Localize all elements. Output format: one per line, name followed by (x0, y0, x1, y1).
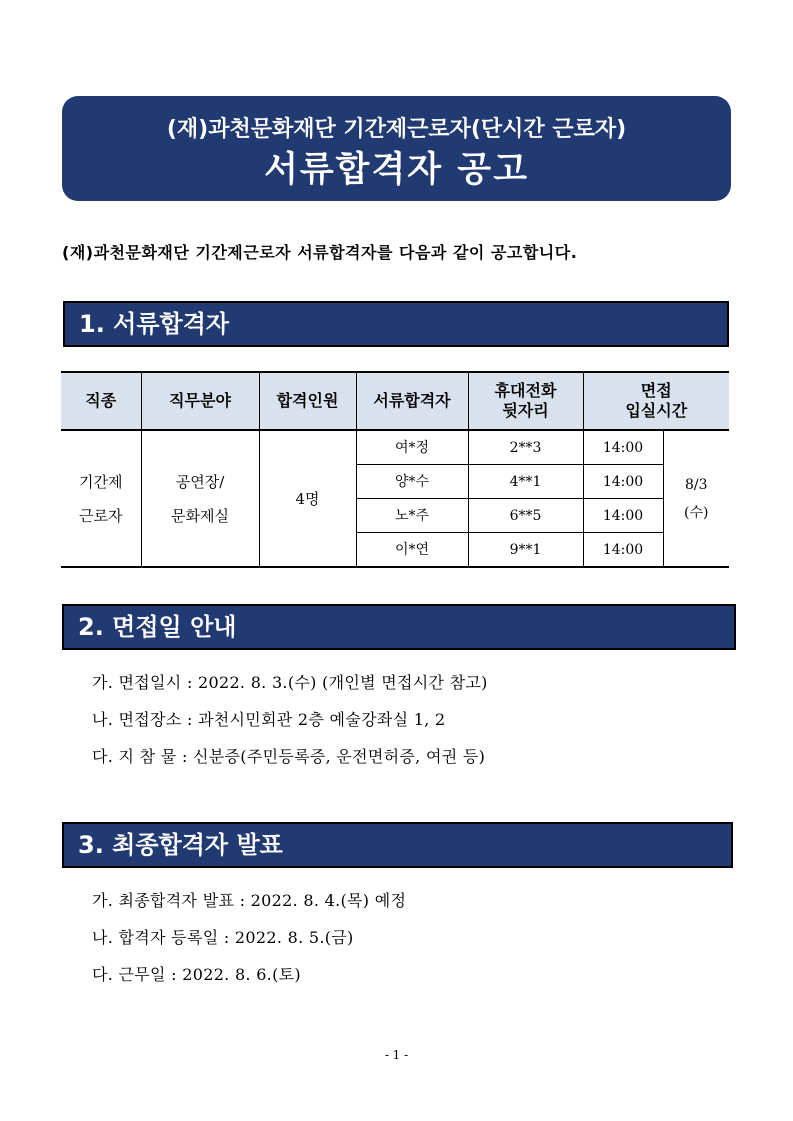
section-2-title: 2. 면접일 안내 (78, 613, 237, 641)
banner-title: 서류합격자 공고 (264, 150, 529, 190)
cell-time: 14:00 (583, 465, 663, 499)
cell-time: 14:00 (583, 499, 663, 533)
section-1-title: 1. 서류합격자 (79, 310, 230, 338)
cell-phone: 4**1 (468, 465, 583, 499)
intro-text: (재)과천문화재단 기간제근로자 서류합격자를 다음과 같이 공고합니다. (62, 243, 578, 262)
cell-date: 8/3 (수) (663, 430, 729, 567)
section-3-header (62, 822, 733, 868)
cell-phone: 6**5 (468, 499, 583, 533)
cell-time: 14:00 (583, 533, 663, 568)
work-date-item: 다. 근무일 : 2022. 8. 6.(토) (92, 965, 301, 984)
section-1-header (63, 301, 729, 347)
cell-phone: 2**3 (468, 430, 583, 465)
final-announcement-item: 가. 최종합격자 발표 : 2022. 8. 4.(목) 예정 (92, 891, 407, 910)
cell-name: 이*연 (356, 533, 468, 568)
header-passer: 서류합격자 (356, 372, 468, 430)
registration-date-item: 나. 합격자 등록일 : 2022. 8. 5.(금) (92, 928, 354, 947)
items-to-bring-item: 다. 지 참 물 : 신분증(주민등록증, 운전면허증, 여권 등) (92, 747, 486, 766)
cell-time: 14:00 (583, 430, 663, 465)
header-field: 직무분야 (141, 372, 259, 430)
table-row (61, 430, 729, 465)
cell-job-type: 기간제 근로자 (61, 430, 141, 567)
header-job-type: 직종 (61, 372, 141, 430)
cell-name: 노*주 (356, 499, 468, 533)
header-interview-time: 면접 입실시간 (583, 372, 729, 430)
cell-count: 4명 (259, 430, 356, 567)
interview-place-item: 나. 면접장소 : 과천시민회관 2층 예술강좌실 1, 2 (92, 710, 446, 729)
banner-subtitle: (재)과천문화재단 기간제근로자(단시간 근로자) (166, 117, 627, 142)
cell-name: 여*정 (356, 430, 468, 465)
cell-name: 양*수 (356, 465, 468, 499)
header-count: 합격인원 (259, 372, 356, 430)
section-3-title: 3. 최종합격자 발표 (78, 831, 283, 859)
page-number: - 1 - (384, 1048, 409, 1062)
section-2-header (62, 604, 736, 650)
passers-table (61, 371, 729, 568)
cell-field: 공연장/ 문화제실 (141, 430, 259, 567)
table-header-row (61, 372, 729, 430)
header-phone: 휴대전화 뒷자리 (468, 372, 583, 430)
interview-date-item: 가. 면접일시 : 2022. 8. 3.(수) (개인별 면접시간 참고) (92, 673, 488, 692)
title-banner (62, 96, 731, 201)
cell-phone: 9**1 (468, 533, 583, 568)
